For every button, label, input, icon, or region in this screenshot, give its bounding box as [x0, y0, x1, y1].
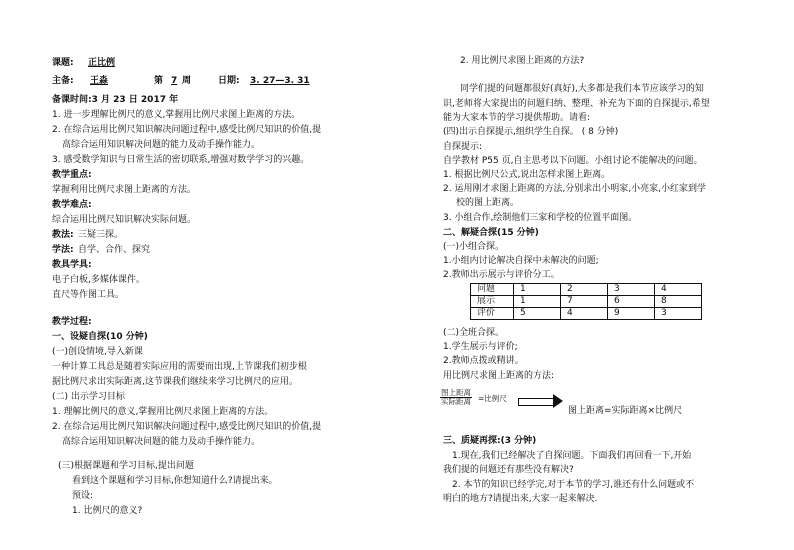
goal-2b: 高综合运用知识解决问题的能力及动手操作能力。	[62, 140, 261, 150]
goal-3: 3. 感受数学知识与日常生活的密切联系,增强对数学学习的兴趣。	[52, 155, 310, 165]
table-cell: 1	[514, 284, 561, 296]
section-2-sub-2: (二)全班合探。	[443, 328, 505, 338]
study-label: 学法:	[52, 245, 74, 255]
formula: 图上距离=实际距离×比例尺	[568, 406, 683, 416]
host-label: 主备:	[52, 76, 74, 86]
section-1-sub-3: (三)根据课题和学习目标,提出问题	[58, 461, 194, 471]
section-1-sub-3c: 1. 比例尺的意义?	[72, 506, 143, 516]
method-label: 教法:	[52, 230, 74, 240]
tools-2: 直尺等作图工具。	[52, 290, 125, 300]
difficulty-text: 综合运用比例尺知识解决实际问题。	[52, 215, 197, 225]
intro-para-1: 同学们提的问题都很好(真好),大多都是我们本节应该学习的知	[460, 84, 704, 94]
key-text: 掌握利用比例尺求图上距离的方法。	[52, 185, 197, 195]
key-title: 教学重点:	[52, 170, 92, 180]
section-1-para-1: 一种计算工具总是随着实际应用的需要而出现,上节课我们初步根	[52, 362, 307, 372]
goal-1: 1. 进一步理解比例尺的意义,掌握用比例尺求图上距离的方法。	[52, 110, 301, 120]
section-3-para-4: 明白的地方?请提出来,大家一起来解决.	[443, 494, 598, 504]
section-2-sub-1: (一)小组合探。	[443, 242, 505, 252]
table-cell: 7	[561, 296, 608, 308]
hint-text: 自学教材 P55 页,自主思考以下问题。小组讨论不能解决的问题。	[443, 156, 703, 166]
table-cell: 2	[561, 284, 608, 296]
section-2-title: 二、解疑合探(15 分钟)	[443, 228, 539, 238]
table-row	[471, 284, 702, 296]
week-label-pre: 第	[154, 76, 164, 86]
host-value: 王淼	[90, 76, 109, 86]
section-1-sub-3b: 预设:	[72, 491, 94, 501]
date-value: 3. 27—3. 31	[250, 76, 310, 86]
section-3-para-2: 我们提的问题还有那些没有解决?	[443, 465, 574, 475]
section-1-sub-3a: 看到这个课题和学习目标,你想知道什么?请提出来。	[72, 476, 278, 486]
table-row	[471, 296, 702, 308]
section-4-title: (四)出示自探提示,组织学生自探。 ( 8 分钟)	[443, 127, 619, 137]
ratio-fraction	[440, 389, 472, 406]
section-1-title: 一、设疑自探(10 分钟)	[52, 332, 148, 342]
table-cell: 8	[655, 296, 702, 308]
table-cell: 问题	[471, 284, 514, 296]
question-2: 2. 用比例尺求图上距离的方法?	[460, 56, 585, 66]
table-cell: 5	[514, 308, 561, 320]
table-cell: 9	[608, 308, 655, 320]
prep-time: 备课时间:3 月 23 日 2017 年	[52, 95, 179, 105]
topic-value: 正比例	[88, 58, 116, 68]
section-1-goal-2b: 高综合运用知识解决问题的能力及动手操作能力。	[62, 437, 261, 447]
section-1-sub-2: (二) 出示学习目标	[52, 392, 125, 402]
hint-title: 自探提示:	[443, 142, 483, 152]
section-2-sub-1b: 2.教师出示展示与评价分工。	[443, 270, 560, 280]
section-3-para-3: 2. 本节的知识已经学完,对于本节的学习,谁还有什么问题或不	[452, 480, 695, 490]
topic-label: 课题:	[52, 58, 74, 68]
intro-para-2: 识,老师将大家提出的问题归纳、整理、补充为下面的自探提示,希望	[443, 99, 710, 109]
hint-2a: 2. 运用刚才求图上距离的方法,分别求出小明家,小亮家,小红家到学	[443, 184, 707, 194]
table-cell: 3	[655, 308, 702, 320]
week-label-post: 周	[182, 76, 192, 86]
table-cell: 4	[561, 308, 608, 320]
section-3-para-1: 1.现在,我们已经解决了自探问题。下面我们再回看一下,开始	[452, 451, 692, 461]
section-1-goal-1: 1. 理解比例尺的意义,掌握用比例尺求图上距离的方法。	[52, 407, 274, 417]
arrow-right-icon	[553, 394, 563, 408]
difficulty-title: 教学难点:	[52, 200, 92, 210]
intro-para-3: 能为大家本节的学习提供帮助。请看:	[443, 113, 591, 123]
section-2-sub-2b: 2.教师点拨或精讲。	[443, 356, 524, 366]
hint-1: 1. 根据比例尺公式,说出怎样求图上距离。	[443, 170, 611, 180]
arrow-shaft	[518, 398, 555, 406]
section-3-title: 三、质疑再探:(3 分钟)	[443, 436, 537, 446]
goal-2a: 2. 在综合运用比例尺知识解决问题过程中,感受比例尺知识的价值,提	[52, 125, 322, 135]
section-2-sub-1a: 1.小组内讨论解决自探中未解决的问题;	[443, 256, 599, 266]
table-cell: 评价	[471, 308, 514, 320]
tools-1: 电子白板,多媒体课件。	[52, 275, 145, 285]
table-row	[471, 308, 702, 320]
table-cell: 4	[655, 284, 702, 296]
table-cell: 展示	[471, 296, 514, 308]
table-cell: 6	[608, 296, 655, 308]
method-text: 三疑三探。	[78, 230, 124, 240]
section-2-sub-2a: 1.学生展示与评价;	[443, 342, 518, 352]
fraction-numerator: 图上距离	[441, 388, 471, 397]
study-text: 自学、合作、探究	[78, 245, 151, 255]
hint-3: 3. 小组合作,绘制他们三家和学校的位置平面图。	[443, 213, 638, 223]
section-1-para-2: 据比例尺求出实际距离,这节课我们继续来学习比例尺的应用。	[52, 377, 298, 387]
section-1-sub-1: (一)创设情境,导入新课	[52, 347, 143, 357]
date-label: 日期:	[218, 76, 240, 86]
table-cell: 3	[608, 284, 655, 296]
table-cell: 1	[514, 296, 561, 308]
tools-title: 教具学具:	[52, 260, 92, 270]
hint-2b: 校的图上距离。	[456, 198, 520, 208]
method-line: 用比例尺求图上距离的方法:	[443, 371, 555, 381]
section-1-goal-2a: 2. 在综合运用比例尺知识解决问题过程中,感受比例尺知识的价值,提	[52, 422, 322, 432]
process-title: 教学过程:	[52, 317, 92, 327]
week-value: 7	[171, 76, 178, 86]
assignment-table	[470, 283, 702, 320]
fraction-equals: =比例尺	[478, 394, 507, 403]
fraction-denominator: 实际距离	[441, 397, 471, 406]
